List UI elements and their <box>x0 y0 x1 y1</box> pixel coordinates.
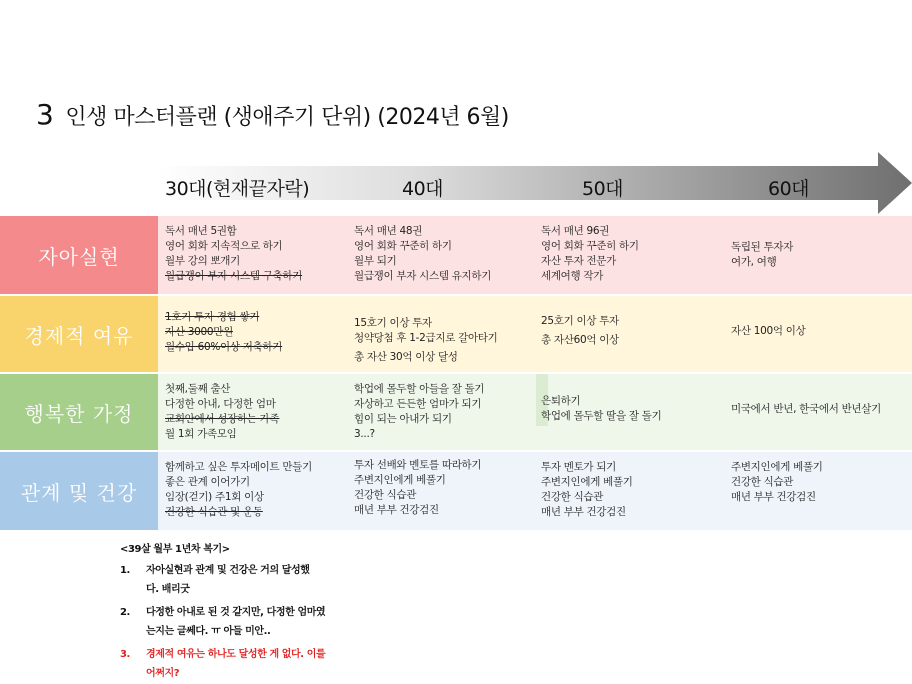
cell-line: 학업에 몰두할 딸을 잘 돌기 <box>541 410 662 422</box>
cell-line: 힘이 되는 아내가 되기 <box>354 413 452 425</box>
cell-line: 미국에서 반년, 한국에서 반년살기 <box>731 403 881 415</box>
review-item-warning <box>120 645 450 683</box>
title-text: 인생 마스터플랜 (생애주기 단위) (2024년 6월) <box>65 105 509 130</box>
cell-60s <box>731 240 793 270</box>
row-label: 관계 및 건강 <box>0 452 158 530</box>
review-item-number: 1. <box>120 565 130 576</box>
cell-60s <box>731 402 881 417</box>
row-economic-freedom <box>0 296 912 372</box>
cell-line: 월부 강의 뽀개기 <box>165 255 240 267</box>
cell-line: 자상하고 든든한 엄마가 되기 <box>354 398 482 410</box>
cell-line: 자산 3000만원 <box>165 326 233 338</box>
review-heading: <39살 월부 1년차 복기> <box>120 544 230 555</box>
cell-line: 영어 회화 지속적으로 하기 <box>165 240 283 252</box>
cell-50s <box>541 460 633 520</box>
cell-line: 영어 회화 꾸준히 하기 <box>541 240 639 252</box>
cell-line: 교회안에서 성장하는 가족 <box>165 413 280 425</box>
review-item-text: 자아실현과 관계 및 건강은 거의 달성했다. 배리굿 <box>146 565 310 595</box>
cell-line: 월급쟁이 부자 시스템 구축하기 <box>165 270 303 282</box>
cell-40s <box>354 224 491 284</box>
cell-line: 세계여행 작가 <box>541 270 604 282</box>
cell-line: 월수입 60%이상 저축하기 <box>165 341 283 353</box>
cell-line: 주변지인에게 베풀기 <box>731 461 823 473</box>
page-title <box>36 98 509 131</box>
cell-line: 건강한 식습관 <box>354 489 417 501</box>
cell-line: 매년 부부 건강검진 <box>541 506 626 518</box>
review-item <box>120 561 450 599</box>
cell-30s <box>165 310 282 355</box>
decade-label-40s: 40대 <box>402 178 444 200</box>
row-label: 행복한 가정 <box>0 374 158 450</box>
cell-line: 투자 선배와 멘토를 따라하기 <box>354 459 482 471</box>
row-relationships-health <box>0 452 912 530</box>
cell-line: 다정한 아내, 다정한 엄마 <box>165 398 276 410</box>
cell-50s <box>541 224 639 284</box>
decade-label-60s: 60대 <box>768 178 810 200</box>
row-label: 경제적 여유 <box>0 296 158 372</box>
cell-line: 은퇴하기 <box>541 395 581 407</box>
cell-line: 학업에 몰두할 아들을 잘 돌기 <box>354 383 485 395</box>
decade-label-30s: 30대(현재끝자락) <box>165 178 310 200</box>
cell-40s <box>354 382 484 442</box>
review-item <box>120 603 450 641</box>
cell-line: 매년 부부 건강검진 <box>731 491 816 503</box>
cell-line: 독서 매년 5권함 <box>165 225 237 237</box>
row-label: 자아실현 <box>0 216 158 294</box>
cell-line: 총 자산 30억 이상 달성 <box>354 351 458 363</box>
cell-40s <box>354 458 481 518</box>
cell-line: 1호기 투자 경험 쌓기 <box>165 311 260 323</box>
cell-60s <box>731 460 823 505</box>
cell-line: 독립된 투자자 <box>731 241 794 253</box>
review-item-number: 3. <box>120 649 130 660</box>
row-self-realization <box>0 216 912 294</box>
review-item-text: 경제적 여유는 하나도 달성한 게 없다. 이를 어쩌지? <box>146 649 326 679</box>
cell-line: 자산 100억 이상 <box>731 325 806 337</box>
cell-30s <box>165 382 279 442</box>
cell-line: 25호기 이상 투자 <box>541 315 619 327</box>
cell-40s <box>354 316 497 365</box>
decade-label-50s: 50대 <box>582 178 624 200</box>
review-item-number: 2. <box>120 607 130 618</box>
cell-line: 매년 부부 건강검진 <box>354 504 439 516</box>
cell-50s <box>541 314 619 348</box>
cell-line: 15호기 이상 투자 <box>354 317 432 329</box>
cell-line: 첫째,둘째 출산 <box>165 383 231 395</box>
cell-line: 여가, 여행 <box>731 256 777 268</box>
cell-line: 자산 투자 전문가 <box>541 255 616 267</box>
cell-line: 월부 되기 <box>354 255 397 267</box>
cell-line: 독서 매년 96권 <box>541 225 610 237</box>
review-note <box>120 540 450 683</box>
cell-line: 주변지인에게 베풀기 <box>541 476 633 488</box>
cell-line: 영어 회화 꾸준히 하기 <box>354 240 452 252</box>
review-item-text: 다정한 아내로 된 것 같지만, 다정한 엄마였는지는 글쎄다. ㅠ 아들 미안.. <box>146 607 326 637</box>
cell-line: 독서 매년 48권 <box>354 225 423 237</box>
cell-line: 월급쟁이 부자 시스템 유지하기 <box>354 270 492 282</box>
cell-30s <box>165 224 302 284</box>
cell-line: 청약당첨 후 1-2급지로 갈아타기 <box>354 332 498 344</box>
cell-line: 주변지인에게 베풀기 <box>354 474 446 486</box>
cell-line: 3...? <box>354 428 375 440</box>
cell-line: 좋은 관계 이어가기 <box>165 476 250 488</box>
cell-60s <box>731 324 805 339</box>
cell-line: 함께하고 싶은 투자메이트 만들기 <box>165 461 312 473</box>
cell-line: 건강한 식습관 <box>541 491 604 503</box>
cell-line: 월 1회 가족모임 <box>165 428 237 440</box>
section-number: 3 <box>36 98 54 131</box>
cell-line: 건강한 식습관 및 운동 <box>165 506 263 518</box>
row-happy-family <box>0 374 912 450</box>
cell-30s <box>165 460 312 520</box>
cell-line: 건강한 식습관 <box>731 476 794 488</box>
cell-line: 총 자산60억 이상 <box>541 334 619 346</box>
cell-line: 투자 멘토가 되기 <box>541 461 616 473</box>
cell-50s <box>541 394 661 424</box>
cell-line: 임장(걷기) 주1회 이상 <box>165 491 264 503</box>
